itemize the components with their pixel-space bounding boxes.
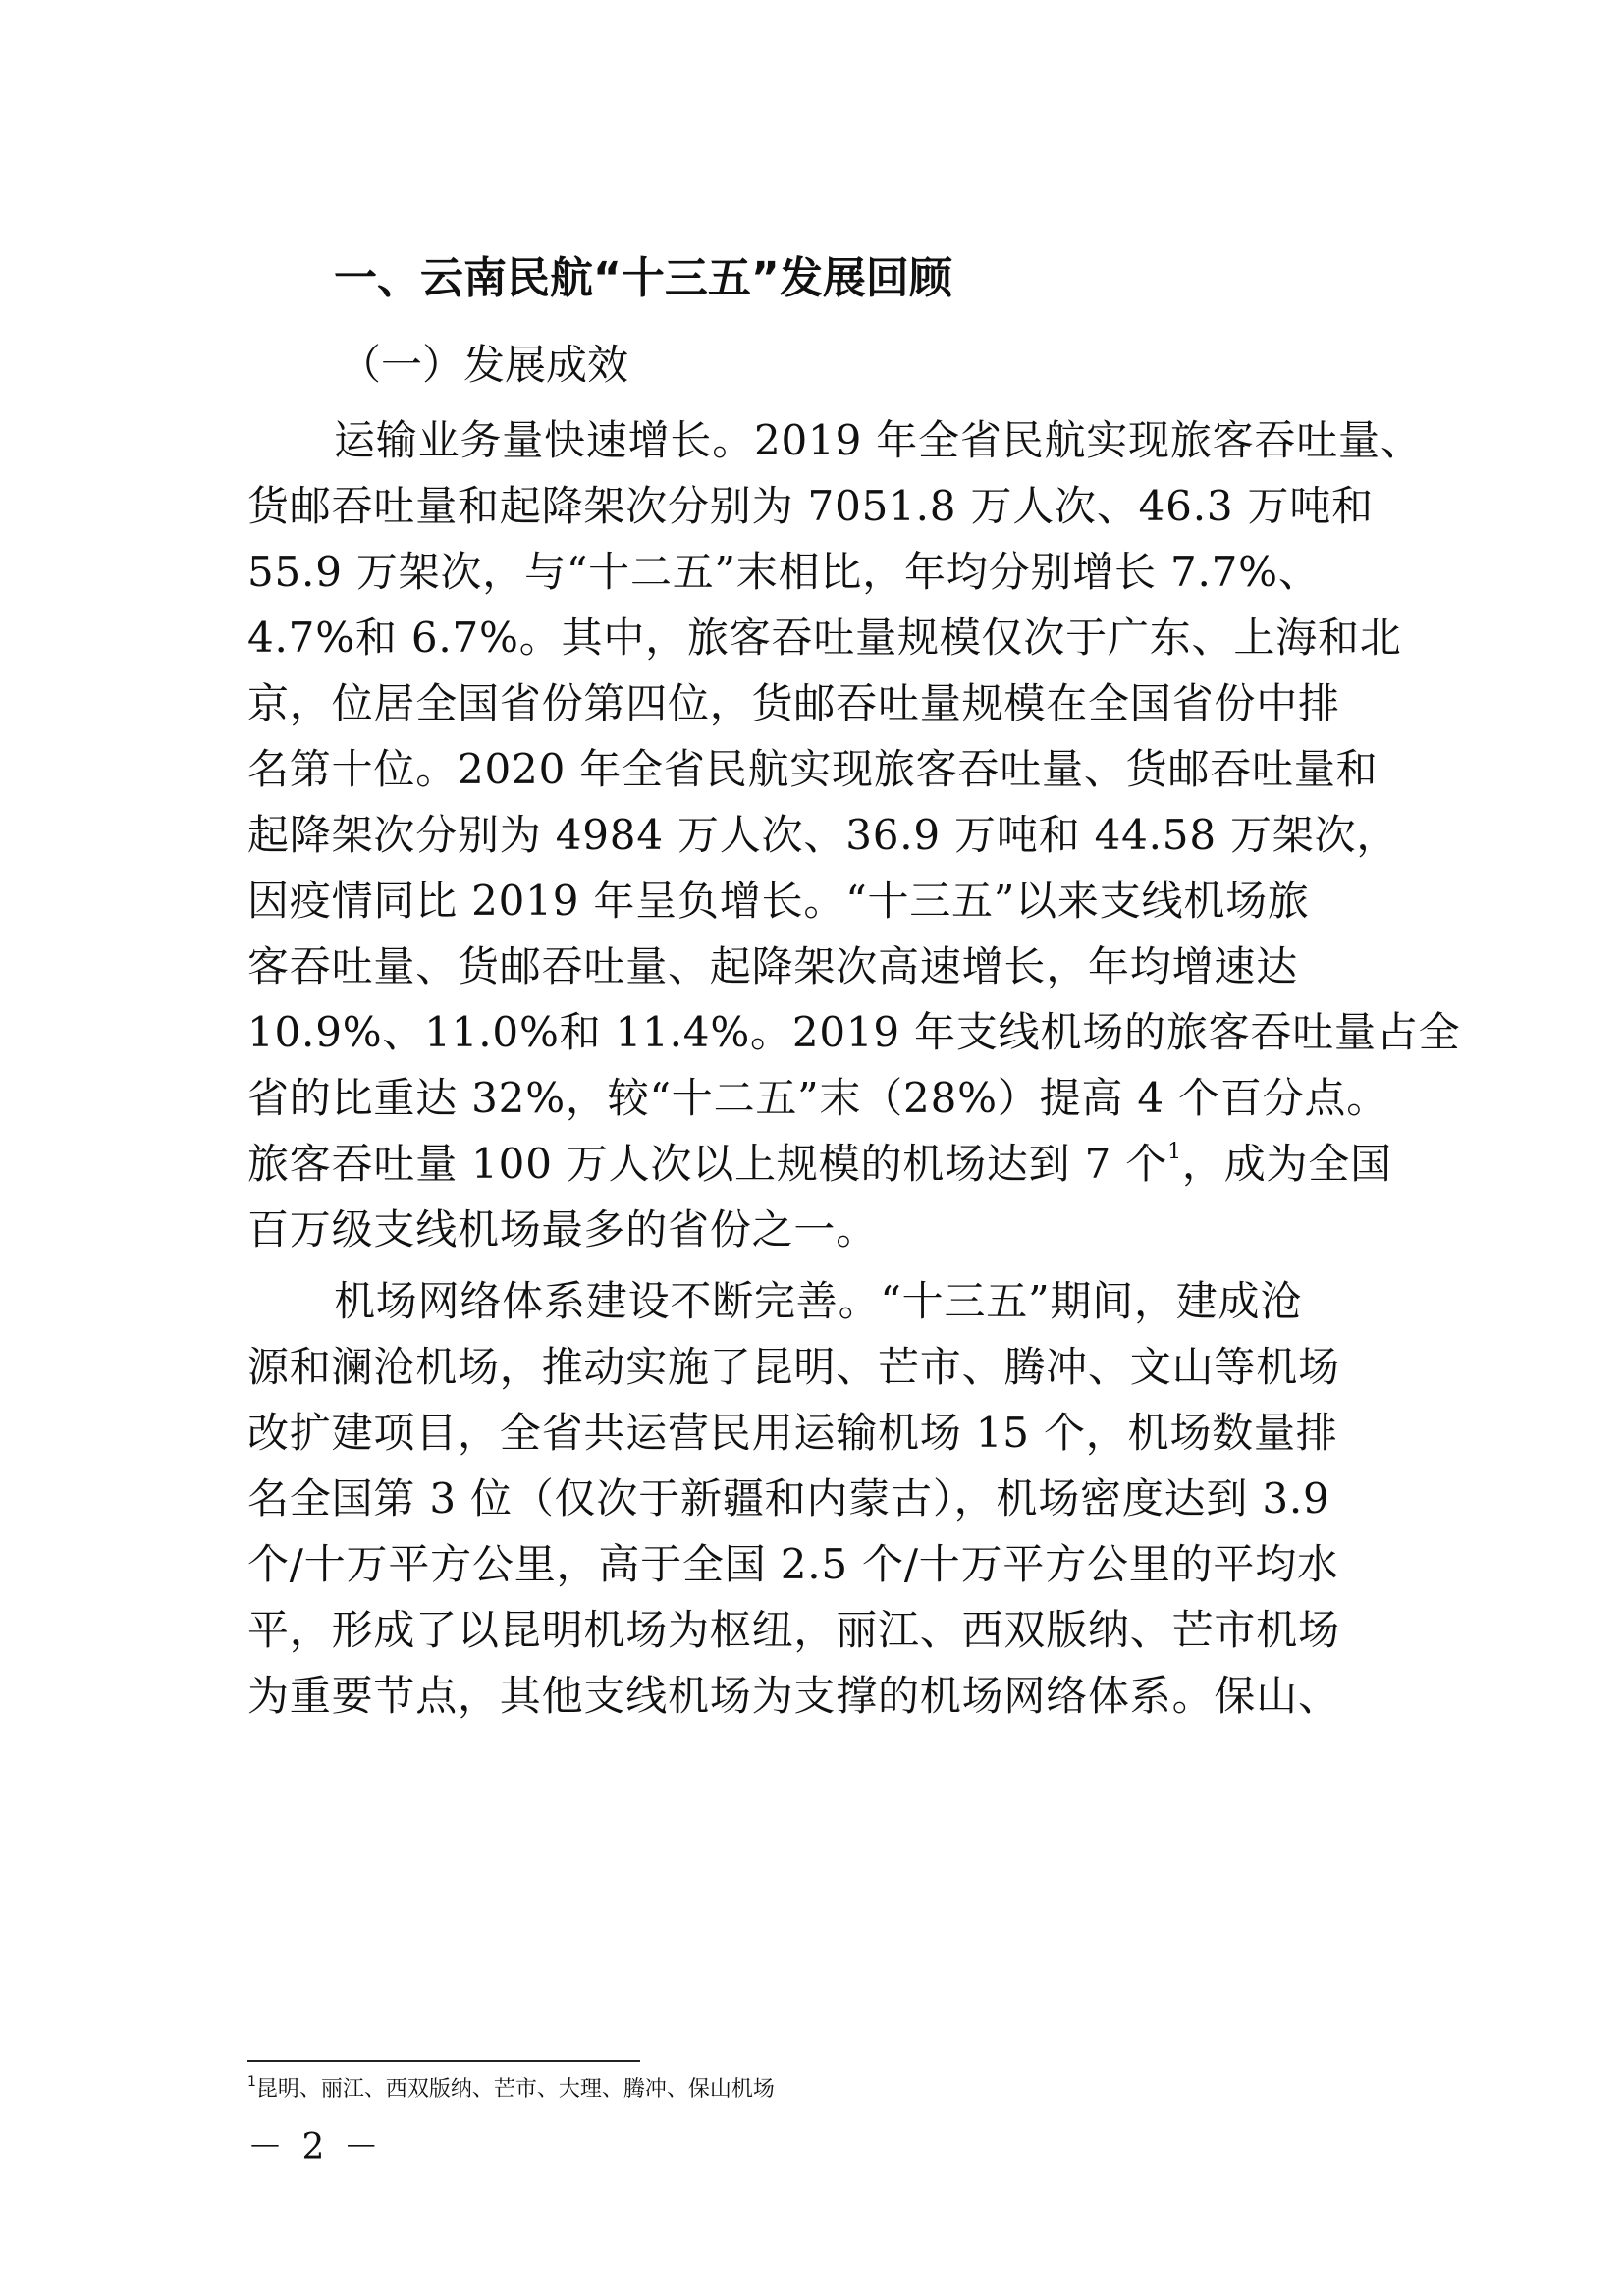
paragraph-line: 为重要节点，其他支线机场为支撑的机场网络体系。保山、 [247, 1672, 1340, 1720]
paragraph-line: 名全国第 3 位（仅次于新疆和内蒙古），机场密度达到 3.9 [247, 1474, 1330, 1522]
paragraph-line: 因疫情同比 2019 年呈负增长。“十三五”以来支线机场旅 [247, 877, 1310, 925]
paragraph-line: 机场网络体系建设不断完善。“十三五”期间，建成沧 [334, 1277, 1303, 1325]
footnote [247, 2075, 775, 2105]
paragraph-line [247, 1135, 1392, 1194]
paragraph-line: 4.7%和 6.7%。其中，旅客吞吐量规模仅次于广东、上海和北 [247, 614, 1402, 662]
footnote-text: 昆明、丽江、西双版纳、芒市、大理、腾冲、保山机场 [255, 2077, 775, 2102]
section-heading: 一、云南民航“十三五”发展回顾 [334, 253, 952, 303]
paragraph-line: 京，位居全国省份第四位，货邮吞吐量规模在全国省份中排 [247, 679, 1340, 727]
paragraph-line: 个/十万平方公里，高于全国 2.5 个/十万平方公里的平均水 [247, 1540, 1339, 1588]
subsection-heading: （一）发展成效 [340, 341, 629, 389]
paragraph-line: 起降架次分别为 4984 万人次、36.9 万吨和 44.58 万架次， [247, 811, 1399, 859]
paragraph-line: 客吞吐量、货邮吞吐量、起降架次高速增长，年均增速达 [247, 942, 1299, 990]
footnote-divider [247, 2060, 640, 2062]
paragraph-line: 10.9%、11.0%和 11.4%。2019 年支线机场的旅客吞吐量占全 [247, 1008, 1461, 1056]
paragraph-line: 55.9 万架次，与“十二五”末相比，年均分别增长 7.7%、 [247, 548, 1321, 596]
footnote-marker: 1 [247, 2074, 256, 2090]
paragraph-line: 名第十位。2020 年全省民航实现旅客吞吐量、货邮吞吐量和 [247, 745, 1379, 793]
line-text: ，成为全国 [1181, 1140, 1392, 1188]
paragraph-line: 货邮吞吐量和起降架次分别为 7051.8 万人次、46.3 万吨和 [247, 482, 1374, 530]
paragraph-line: 改扩建项目，全省共运营民用运输机场 15 个，机场数量排 [247, 1409, 1338, 1457]
paragraph-line: 平，形成了以昆明机场为枢纽，丽江、西双版纳、芒市机场 [247, 1606, 1340, 1654]
paragraph-line: 省的比重达 32%，较“十二五”末（28%）提高 4 个百分点。 [247, 1074, 1389, 1122]
line-text: 旅客吞吐量 100 万人次以上规模的机场达到 7 个 [247, 1140, 1168, 1188]
page-number: － 2 － [247, 2127, 383, 2167]
footnote-reference[interactable]: 1 [1167, 1140, 1182, 1164]
paragraph-line: 运输业务量快速增长。2019 年全省民航实现旅客吞吐量、 [334, 416, 1423, 464]
paragraph-line: 百万级支线机场最多的省份之一。 [247, 1205, 879, 1254]
paragraph-line: 源和澜沧机场，推动实施了昆明、芒市、腾冲、文山等机场 [247, 1343, 1340, 1391]
